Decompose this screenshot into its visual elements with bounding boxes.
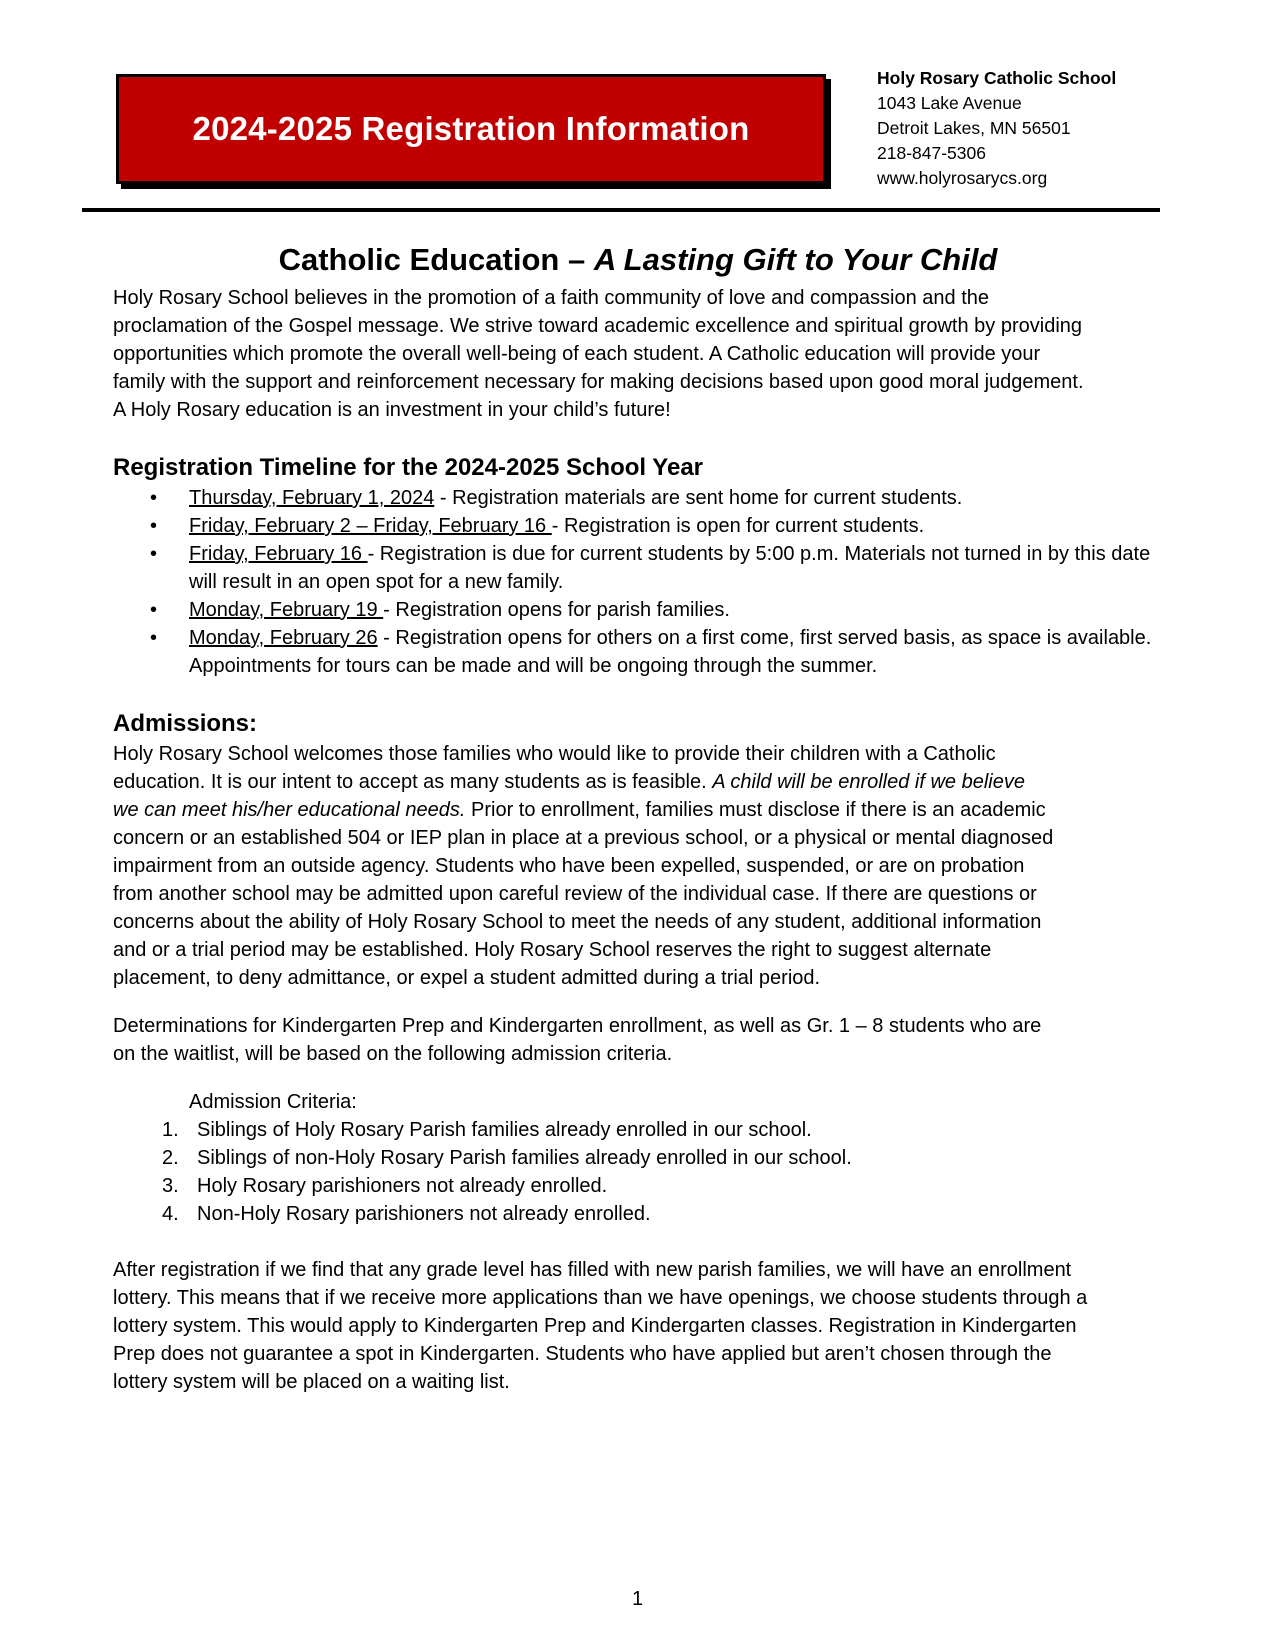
document-body [113, 240, 1163, 1396]
lottery-line: lottery. This means that if we receive more applications than we have openings, we choose students through a [113, 1287, 1088, 1309]
main-heading-italic: A Lasting Gift to Your Child [593, 242, 998, 277]
determinations-line: Determinations for Kindergarten Prep and Kindergarten enrollment, as well as Gr. 1 – 8 students who are [113, 1015, 1042, 1037]
criteria-text: Holy Rosary parishioners not already enrolled. [197, 1175, 608, 1197]
lottery-line: lottery system. This would apply to Kindergarten Prep and Kindergarten classes. Registration in Kindergarten [113, 1315, 1077, 1337]
timeline-heading: Registration Timeline for the 2024-2025 School Year [113, 454, 704, 481]
intro-paragraph [113, 284, 1163, 424]
main-heading [113, 240, 1163, 280]
criteria-item [162, 1116, 1163, 1144]
timeline-item [189, 540, 1163, 596]
admissions-line: concern or an established 504 or IEP plan in place at a previous school, or a physical or mental diagnosed [113, 827, 1054, 849]
school-name: Holy Rosary Catholic School [877, 68, 1117, 88]
criteria-text: Non-Holy Rosary parishioners not already enrolled. [197, 1203, 651, 1225]
timeline-date: Monday, February 26 [189, 627, 378, 649]
intro-line: A Holy Rosary education is an investment in your child’s future! [113, 399, 671, 421]
header-divider [82, 208, 1160, 212]
criteria-number: 3. [162, 1175, 179, 1197]
lottery-line: Prep does not guarantee a spot in Kindergarten. Students who have applied but aren’t chosen through the [113, 1343, 1052, 1365]
admissions-line: Prior to enrollment, families must disclose if there is an academic [465, 799, 1046, 821]
school-address-block [877, 66, 1116, 191]
criteria-item [162, 1172, 1163, 1200]
admissions-line: and or a trial period may be established. Holy Rosary School reserves the right to suggest alternate [113, 939, 992, 961]
admissions-line: Holy Rosary School welcomes those families who would like to provide their children with a Catholic [113, 743, 996, 765]
registration-banner [116, 74, 826, 184]
admissions-heading: Admissions: [113, 710, 258, 737]
admission-criteria-label: Admission Criteria: [189, 1091, 357, 1113]
admissions-line: placement, to deny admittance, or expel a student admitted during a trial period. [113, 967, 821, 989]
criteria-item [162, 1200, 1163, 1228]
lottery-line: After registration if we find that any grade level has filled with new parish families, we will have an enrollment [113, 1259, 1072, 1281]
admissions-paragraph [113, 740, 1163, 992]
timeline-item [189, 596, 1163, 624]
admissions-italic-statement: A child will be enrolled if we believe [712, 771, 1025, 793]
school-phone: 218-847-5306 [877, 143, 986, 163]
determinations-paragraph [113, 1012, 1163, 1068]
criteria-text: Siblings of Holy Rosary Parish families already enrolled in our school. [197, 1119, 812, 1141]
timeline-list [113, 484, 1163, 680]
admissions-line: concerns about the ability of Holy Rosary School to meet the needs of any student, additional information [113, 911, 1042, 933]
timeline-text: - Registration opens for parish families. [383, 599, 730, 621]
timeline-item [189, 624, 1163, 680]
school-website: www.holyrosarycs.org [877, 168, 1048, 188]
admissions-line: impairment from an outside agency. Students who have been expelled, suspended, or are on probation [113, 855, 1025, 877]
intro-line: family with the support and reinforcement necessary for making decisions based upon good moral judgement. [113, 371, 1084, 393]
timeline-date: Friday, February 2 – Friday, February 16 [189, 515, 552, 537]
admissions-line: from another school may be admitted upon careful review of the individual case. If there are questions or [113, 883, 1037, 905]
intro-line: Holy Rosary School believes in the promotion of a faith community of love and compassion and the [113, 287, 990, 309]
school-street: 1043 Lake Avenue [877, 93, 1022, 113]
lottery-line: lottery system will be placed on a waiting list. [113, 1371, 510, 1393]
criteria-item [162, 1144, 1163, 1172]
admission-criteria-list [113, 1116, 1163, 1228]
timeline-text: - Registration materials are sent home for current students. [434, 487, 963, 509]
timeline-date: Monday, February 19 [189, 599, 384, 621]
lottery-paragraph [113, 1256, 1163, 1396]
banner-title: 2024-2025 Registration Information [192, 110, 750, 147]
criteria-number: 4. [162, 1203, 179, 1225]
timeline-item [189, 512, 1163, 540]
page-number: 1 [631, 1588, 644, 1610]
timeline-text: - Registration is due for current students by 5:00 p.m. Materials not turned in by this date will result in an open spot for a new family. [189, 543, 1151, 593]
timeline-text: - Registration opens for others on a first come, first served basis, as space is available. Appointments for tours can be made and will be ongoing through the summer. [189, 627, 1152, 677]
timeline-date: Thursday, February 1, 2024 [189, 487, 435, 509]
criteria-number: 1. [162, 1119, 179, 1141]
criteria-text: Siblings of non-Holy Rosary Parish families already enrolled in our school. [197, 1147, 852, 1169]
admissions-line: education. It is our intent to accept as many students as is feasible. [113, 771, 713, 793]
determinations-line: on the waitlist, will be based on the following admission criteria. [113, 1043, 673, 1065]
main-heading-plain: Catholic Education – [278, 242, 594, 277]
admissions-italic-statement: we can meet his/her educational needs. [113, 799, 466, 821]
timeline-item [189, 484, 1163, 512]
intro-line: proclamation of the Gospel message. We strive toward academic excellence and spiritual growth by providing [113, 315, 1083, 337]
timeline-date: Friday, February 16 [189, 543, 368, 565]
timeline-text: - Registration is open for current students. [551, 515, 925, 537]
intro-line: opportunities which promote the overall well-being of each student. A Catholic education will provide your [113, 343, 1041, 365]
criteria-number: 2. [162, 1147, 179, 1169]
school-city: Detroit Lakes, MN 56501 [877, 118, 1071, 138]
